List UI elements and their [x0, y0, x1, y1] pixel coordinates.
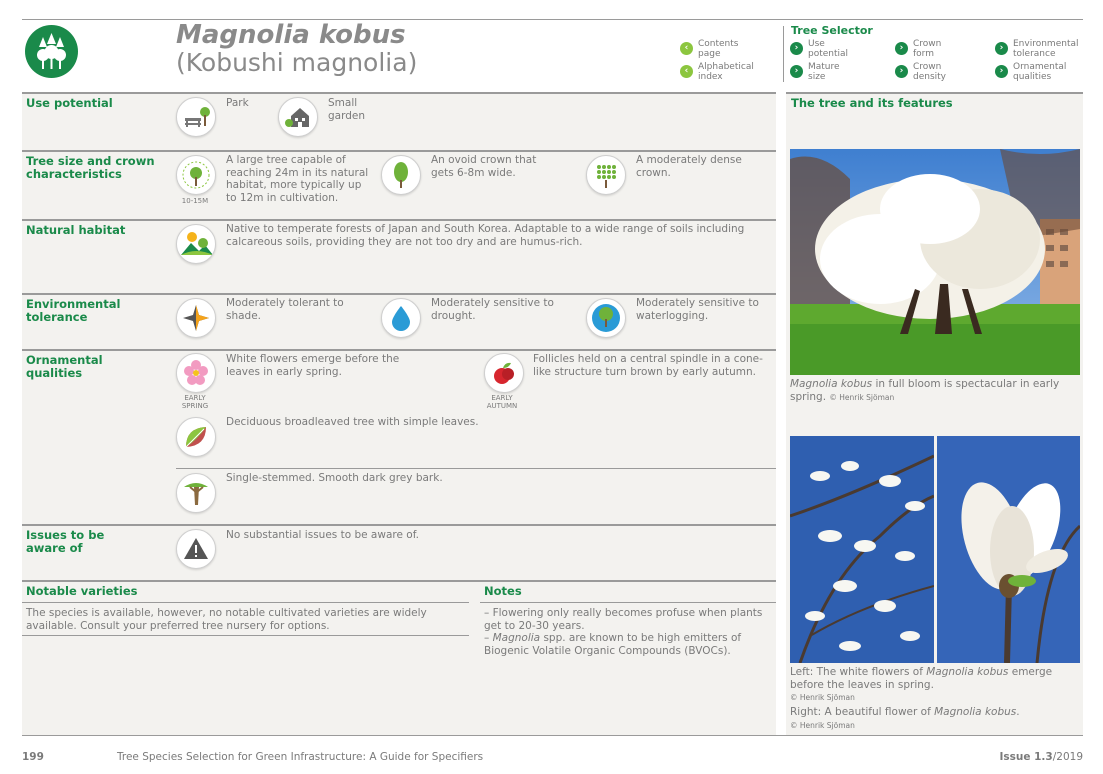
chevron-left-icon[interactable]: ‹	[680, 42, 693, 55]
nav-mature-size[interactable]: Mature size	[808, 62, 840, 82]
note-2: – Magnolia spp. are known to be high emitters of Biogenic Volatile Organic Compounds (BVOCs).	[484, 632, 742, 657]
crown-density-text: A moderately dense crown.	[636, 154, 742, 179]
caption-closeup	[790, 706, 1080, 732]
house-garden-icon	[278, 97, 318, 137]
natural-habitat-text: Native to temperate forests of Japan and South Korea. Adaptable to a wide range of soils including calcareous soils, providing they are not too dry and are humus-rich.	[226, 223, 745, 248]
guide-title: Tree Species Selection for Green Infrastructure: A Guide for Specifiers	[117, 751, 484, 763]
section-rule	[22, 219, 776, 221]
header-rule	[22, 92, 776, 94]
use-small-garden: Small garden	[328, 97, 366, 122]
leaves-text: Deciduous broadleaved tree with simple leaves.	[226, 416, 479, 428]
ovoid-crown-icon	[381, 155, 421, 195]
notable-bottom-rule	[22, 635, 469, 636]
nav-alphabetical-index[interactable]: Alphabetical index	[698, 62, 754, 82]
chevron-right-icon[interactable]: ›	[995, 42, 1008, 55]
flowers-photo	[790, 436, 934, 663]
habitat-landscape-icon	[176, 224, 216, 264]
nav-use-potential[interactable]: Use potential	[808, 39, 849, 59]
bark-text: Single-stemmed. Smooth dark grey bark.	[226, 472, 443, 484]
waterlogging-tolerance-text: Moderately sensitive to waterlogging.	[636, 297, 759, 322]
section-tree-size: Tree size and crown characteristics	[26, 154, 155, 181]
caption-3-b: .	[1016, 706, 1020, 718]
chevron-right-icon[interactable]: ›	[790, 65, 803, 78]
page-title: Magnolia kobus	[176, 20, 406, 50]
section-rule	[22, 524, 776, 526]
notes-rule	[480, 602, 776, 603]
use-park: Park	[226, 97, 249, 109]
page-number: 199	[22, 751, 44, 763]
warning-icon	[176, 529, 216, 569]
fruit-season-label: EARLY AUTUMN	[486, 394, 518, 410]
nav-crown-density[interactable]: Crown density	[913, 62, 946, 82]
notable-rule	[22, 602, 469, 603]
chevron-right-icon[interactable]: ›	[895, 65, 908, 78]
tree-size-text: A large tree capable of reaching 24m in its natural habitat, more typically up to 12m in cultivation.	[226, 154, 369, 204]
chevron-right-icon[interactable]: ›	[995, 65, 1008, 78]
section-issues: Issues to be aware of	[26, 528, 105, 555]
flower-season-label: EARLY SPRING	[181, 394, 209, 410]
flowers-text: White flowers emerge before the leaves in early spring.	[226, 353, 400, 378]
header-rule-right	[786, 92, 1083, 94]
section-notable-varieties: Notable varieties	[26, 584, 138, 598]
crown-form-text: An ovoid crown that gets 6-8m wide.	[431, 154, 537, 179]
section-ornamental-qualities: Ornamental qualities	[26, 353, 103, 380]
caption-1-italic: Magnolia kobus	[790, 378, 873, 390]
section-rule	[22, 580, 776, 582]
drought-tolerance-text: Moderately sensitive to drought.	[431, 297, 554, 322]
park-bench-icon	[176, 97, 216, 137]
note-1	[484, 607, 764, 632]
caption-tree-photo	[790, 378, 1080, 404]
section-rule	[22, 293, 776, 295]
issue-bold: Issue 1.3	[999, 751, 1053, 763]
shade-icon	[176, 298, 216, 338]
nav-environmental-tolerance[interactable]: Environmental tolerance	[1013, 39, 1079, 59]
section-use-potential: Use potential	[26, 96, 113, 110]
shade-tolerance-text: Moderately tolerant to shade.	[226, 297, 344, 322]
chevron-right-icon[interactable]: ›	[790, 42, 803, 55]
caption-2-credit: © Henrik Sjöman	[790, 693, 855, 702]
nav-crown-form[interactable]: Crown form	[913, 39, 942, 59]
section-environmental-tolerance: Environmental tolerance	[26, 297, 121, 324]
note-1-text: – Flowering only really becomes profuse when plants get to 20-30 years.	[484, 607, 763, 632]
crown-density-icon	[586, 155, 626, 195]
nav-ornamental-qualities[interactable]: Ornamental qualities	[1013, 62, 1067, 82]
flower-closeup-photo	[937, 436, 1080, 663]
caption-3-italic: Magnolia kobus	[934, 706, 1017, 718]
chevron-left-icon[interactable]: ‹	[680, 65, 693, 78]
nav-contents-page[interactable]: Contents page	[698, 39, 739, 59]
caption-3-credit: © Henrik Sjöman	[790, 720, 855, 730]
sub-rule	[176, 468, 776, 469]
issue-year: /2019	[1052, 751, 1083, 763]
note-2-italic: Magnolia	[492, 632, 541, 644]
section-rule	[22, 150, 776, 152]
notable-text: The species is available, however, no notable cultivated varieties are widely available. Consult your preferred tree nursery for options.	[26, 607, 427, 632]
issues-text: No substantial issues to be aware of.	[226, 529, 419, 541]
logo-icon	[25, 25, 78, 78]
water-drop-icon	[381, 298, 421, 338]
nav-divider	[783, 26, 784, 82]
leaf-icon	[176, 417, 216, 457]
caption-flowers	[790, 666, 1080, 705]
section-natural-habitat: Natural habitat	[26, 223, 126, 237]
tree-size-icon	[176, 155, 216, 195]
tree-bark-icon	[176, 473, 216, 513]
section-rule	[22, 349, 776, 351]
caption-2-italic: Magnolia kobus	[926, 666, 1009, 678]
caption-2-a: Left: The white flowers of	[790, 666, 927, 678]
tree-photo	[790, 149, 1080, 375]
tree-selector-label: Tree Selector	[791, 24, 873, 37]
caption-1-credit: © Henrik Sjöman	[829, 392, 895, 402]
flower-icon	[176, 353, 216, 393]
fruit-icon	[484, 353, 524, 393]
note-2-text: spp. are known to be high emitters of Biogenic Volatile Organic Compounds (BVOCs).	[484, 632, 742, 657]
page-subtitle: (Kobushi magnolia)	[176, 48, 418, 77]
footer-rule	[22, 735, 1083, 736]
size-label: 10-15M	[181, 197, 209, 205]
caption-3-a: Right: A beautiful flower of	[790, 706, 935, 718]
fruit-text: Follicles held on a central spindle in a cone-like structure turn brown by early autumn.	[533, 353, 763, 378]
caption-1-text: in full bloom is spectacular in early spring.	[790, 378, 1060, 403]
issue-label	[999, 751, 1083, 763]
waterlogging-icon	[586, 298, 626, 338]
features-title: The tree and its features	[791, 96, 953, 110]
section-notes: Notes	[484, 584, 522, 598]
chevron-right-icon[interactable]: ›	[895, 42, 908, 55]
caption-2-b: emerge before the leaves in spring.	[790, 666, 1053, 691]
